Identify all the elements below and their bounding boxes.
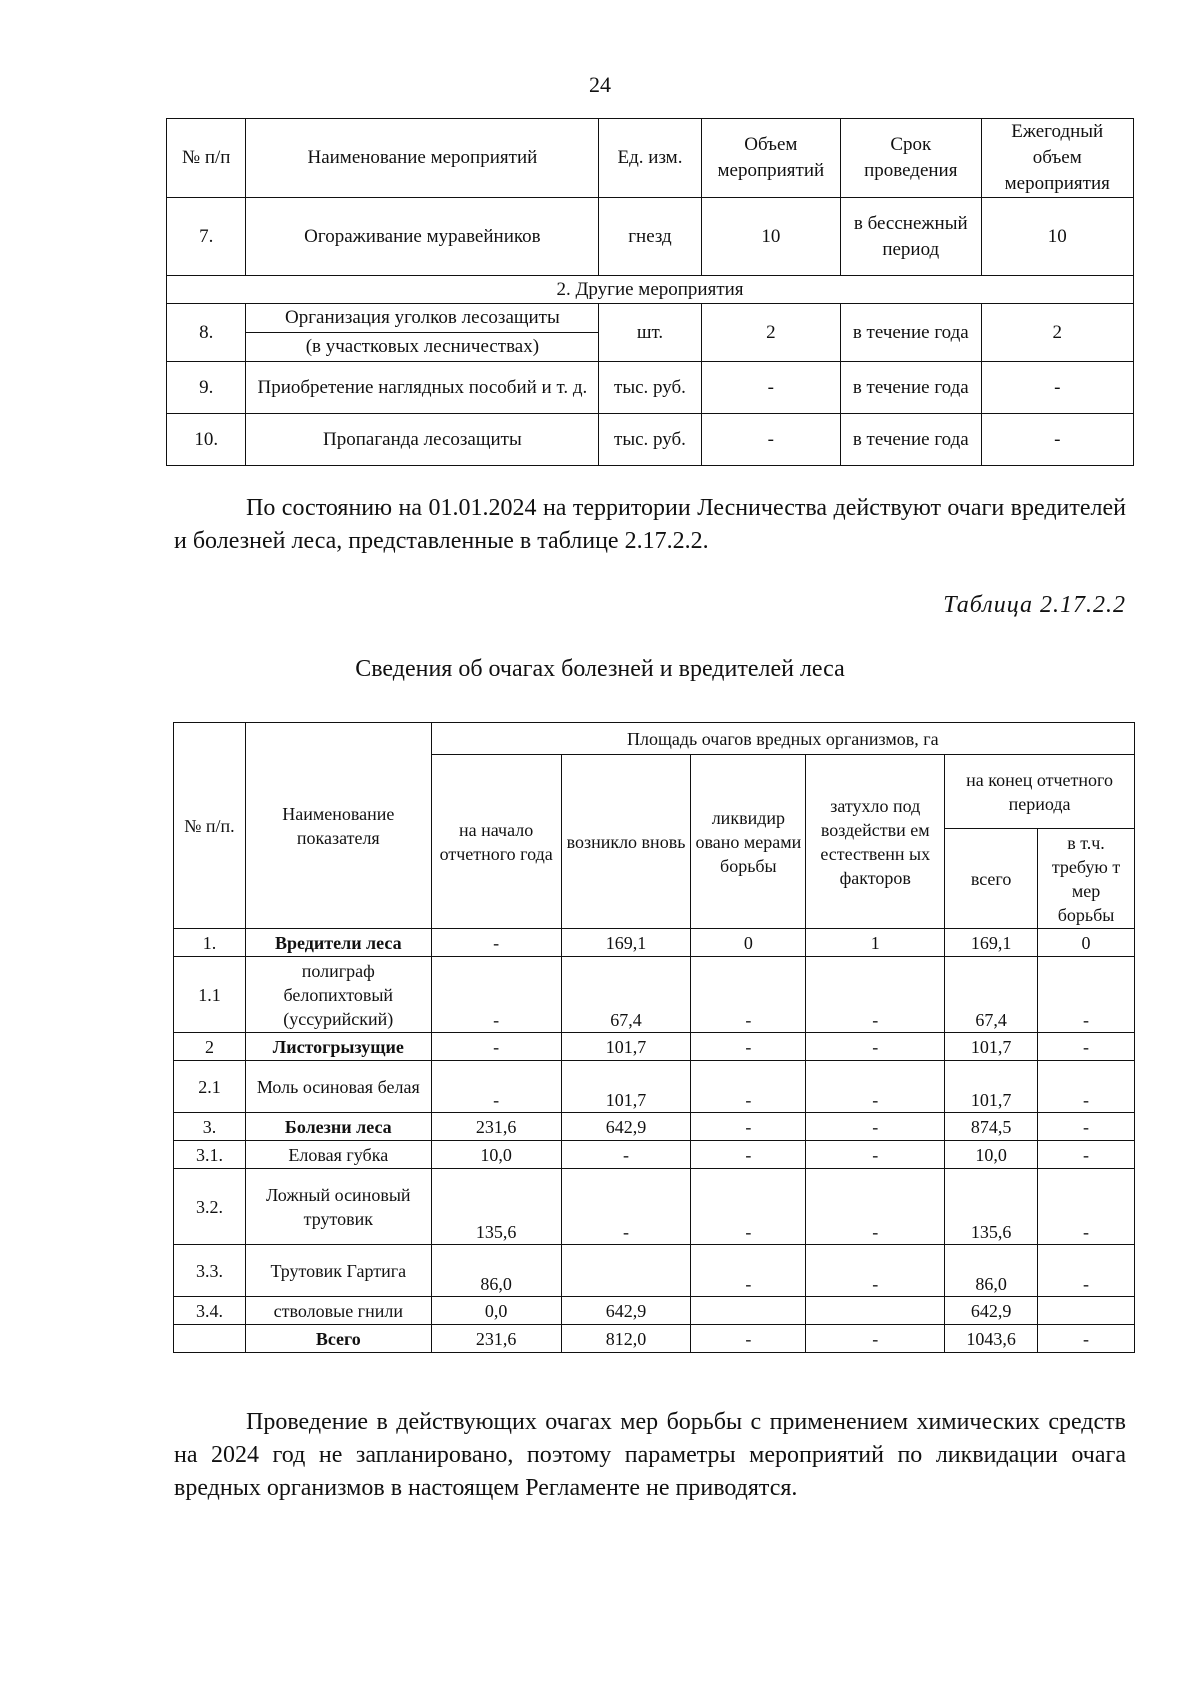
header-name: Наименование мероприятий — [246, 119, 599, 198]
cell: 812,0 — [561, 1325, 691, 1353]
cell: - — [1038, 1325, 1135, 1353]
cell: 67,4 — [945, 957, 1038, 1033]
cell: 3.1. — [174, 1141, 246, 1169]
cell: 86,0 — [431, 1245, 561, 1297]
measures-table — [166, 118, 1134, 466]
table-row — [174, 929, 1135, 957]
cell: 10,0 — [431, 1141, 561, 1169]
table-title: Сведения об очагах болезней и вредителей леса — [355, 656, 845, 682]
cell: в течение года — [841, 414, 981, 466]
header-term: Срок проведения — [841, 119, 981, 198]
cell: гнезд — [599, 198, 701, 276]
cell: Моль осиновая белая — [245, 1061, 431, 1113]
header-num: № п/п — [167, 119, 246, 198]
cell: 642,9 — [561, 1297, 691, 1325]
cell — [561, 1245, 691, 1297]
paragraph-text: Проведение в действующих очагах мер борьбы с применением химических средств на 2024 год не запланировано, поэтому параметры мероприятий по ликвидации очага вредных организмов в настоящем Регламенте не приводятся. — [174, 1409, 1126, 1501]
cell: - — [806, 1061, 945, 1113]
paragraph-no-chemical-measures — [174, 1406, 1126, 1505]
header-new: возникло вновь — [561, 755, 691, 929]
paragraph-text: По состоянию на 01.01.2024 на территории Лесничества действуют очаги вредителей и болезней леса, представленные в таблице 2.17.2.2. — [174, 495, 1126, 554]
cell: - — [806, 1245, 945, 1297]
cell: - — [691, 957, 806, 1033]
table-row-total — [174, 1325, 1135, 1353]
cell: 1 — [806, 929, 945, 957]
cell — [1038, 1297, 1135, 1325]
cell: - — [806, 1113, 945, 1141]
cell: - — [561, 1169, 691, 1245]
header-liquidated: ликвидир овано мерами борьбы — [691, 755, 806, 929]
header-need-measures: в т.ч. требую т мер борьбы — [1038, 829, 1135, 929]
cell: 10 — [981, 198, 1134, 276]
cell: - — [806, 1141, 945, 1169]
cell: - — [1038, 957, 1135, 1033]
cell: - — [431, 1061, 561, 1113]
header-died-out: затухло под воздействи ем естественн ых факторов — [806, 755, 945, 929]
cell: - — [691, 1113, 806, 1141]
cell: 101,7 — [945, 1033, 1038, 1061]
table-reference: Таблица 2.17.2.2 — [943, 592, 1126, 618]
table-row — [174, 1297, 1135, 1325]
cell — [806, 1297, 945, 1325]
cell: Ложный осиновый трутовик — [245, 1169, 431, 1245]
section-row — [167, 276, 1134, 304]
cell: в бесснежный период — [841, 198, 981, 276]
cell: 9. — [167, 362, 246, 414]
paragraph-foci-status — [174, 492, 1126, 558]
table-row — [174, 957, 1135, 1033]
table-row — [167, 362, 1134, 414]
table-row — [174, 1113, 1135, 1141]
cell: 2 — [981, 304, 1134, 362]
cell: 3. — [174, 1113, 246, 1141]
header-name: Наименование показателя — [245, 723, 431, 929]
cell: 67,4 — [561, 957, 691, 1033]
cell: - — [981, 362, 1134, 414]
header-total: всего — [945, 829, 1038, 929]
cell: 135,6 — [431, 1169, 561, 1245]
cell: 10,0 — [945, 1141, 1038, 1169]
cell — [174, 1325, 246, 1353]
cell: 101,7 — [561, 1033, 691, 1061]
cell: 101,7 — [561, 1061, 691, 1113]
header-area: Площадь очагов вредных организмов, га — [431, 723, 1134, 755]
cell: - — [701, 362, 840, 414]
header-unit: Ед. изм. — [599, 119, 701, 198]
header-start: на начало отчетного года — [431, 755, 561, 929]
cell: - — [1038, 1245, 1135, 1297]
cell: - — [806, 1033, 945, 1061]
cell: Организация уголков лесозащиты — [246, 304, 599, 333]
cell: 2 — [701, 304, 840, 362]
cell: полиграф белопихтовый (уссурийский) — [245, 957, 431, 1033]
cell: 2.1 — [174, 1061, 246, 1113]
cell: - — [981, 414, 1134, 466]
cell: - — [691, 1245, 806, 1297]
cell: - — [1038, 1141, 1135, 1169]
cell: 231,6 — [431, 1325, 561, 1353]
cell: Листогрызущие — [245, 1033, 431, 1061]
cell: - — [806, 957, 945, 1033]
cell: - — [691, 1325, 806, 1353]
header-volume: Объем мероприятий — [701, 119, 840, 198]
cell: 7. — [167, 198, 246, 276]
cell: 10 — [701, 198, 840, 276]
cell: 3.2. — [174, 1169, 246, 1245]
table-row — [167, 198, 1134, 276]
cell: 8. — [167, 304, 246, 362]
cell: Вредители леса — [245, 929, 431, 957]
cell: 1043,6 — [945, 1325, 1038, 1353]
pests-diseases-table — [173, 722, 1135, 1353]
cell: - — [1038, 1033, 1135, 1061]
cell: (в участковых лесничествах) — [246, 333, 599, 362]
table-row — [167, 304, 1134, 333]
table-row — [174, 1033, 1135, 1061]
cell: - — [691, 1169, 806, 1245]
cell: - — [691, 1061, 806, 1113]
cell: - — [701, 414, 840, 466]
cell: Всего — [245, 1325, 431, 1353]
cell: 1. — [174, 929, 246, 957]
cell: тыс. руб. — [599, 362, 701, 414]
cell: 231,6 — [431, 1113, 561, 1141]
cell — [691, 1297, 806, 1325]
table-row — [174, 1245, 1135, 1297]
cell: шт. — [599, 304, 701, 362]
table-row — [174, 1169, 1135, 1245]
cell: - — [431, 957, 561, 1033]
cell: - — [691, 1033, 806, 1061]
cell: 2 — [174, 1033, 246, 1061]
cell: - — [691, 1141, 806, 1169]
header-annual: Ежегодный объем мероприятия — [981, 119, 1134, 198]
cell: 0 — [1038, 929, 1135, 957]
cell: 874,5 — [945, 1113, 1038, 1141]
cell: 101,7 — [945, 1061, 1038, 1113]
cell: Огораживание муравейников — [246, 198, 599, 276]
cell: 169,1 — [945, 929, 1038, 957]
cell: в течение года — [841, 362, 981, 414]
section-title: 2. Другие мероприятия — [167, 276, 1134, 304]
measures-table-header — [167, 119, 1134, 198]
cell: - — [431, 1033, 561, 1061]
cell: 3.4. — [174, 1297, 246, 1325]
cell: Трутовик Гартига — [245, 1245, 431, 1297]
cell: тыс. руб. — [599, 414, 701, 466]
cell: - — [561, 1141, 691, 1169]
cell: 3.3. — [174, 1245, 246, 1297]
cell: - — [1038, 1113, 1135, 1141]
table-row — [174, 1061, 1135, 1113]
cell: - — [806, 1325, 945, 1353]
cell: - — [431, 929, 561, 957]
cell: 0,0 — [431, 1297, 561, 1325]
cell: 642,9 — [945, 1297, 1038, 1325]
table-row — [167, 414, 1134, 466]
table2-header-row1 — [174, 723, 1135, 755]
cell: стволовые гнили — [245, 1297, 431, 1325]
cell: - — [1038, 1061, 1135, 1113]
cell: - — [806, 1169, 945, 1245]
cell: Еловая губка — [245, 1141, 431, 1169]
cell: в течение года — [841, 304, 981, 362]
cell: 86,0 — [945, 1245, 1038, 1297]
cell: 1.1 — [174, 957, 246, 1033]
cell: - — [1038, 1169, 1135, 1245]
cell: Приобретение наглядных пособий и т. д. — [246, 362, 599, 414]
page-number: 24 — [589, 72, 611, 97]
cell: 642,9 — [561, 1113, 691, 1141]
table-row — [174, 1141, 1135, 1169]
cell: 135,6 — [945, 1169, 1038, 1245]
cell: Болезни леса — [245, 1113, 431, 1141]
cell: 0 — [691, 929, 806, 957]
header-num: № п/п. — [174, 723, 246, 929]
cell: 10. — [167, 414, 246, 466]
header-end: на конец отчетного периода — [945, 755, 1135, 829]
cell: Пропаганда лесозащиты — [246, 414, 599, 466]
cell: 169,1 — [561, 929, 691, 957]
